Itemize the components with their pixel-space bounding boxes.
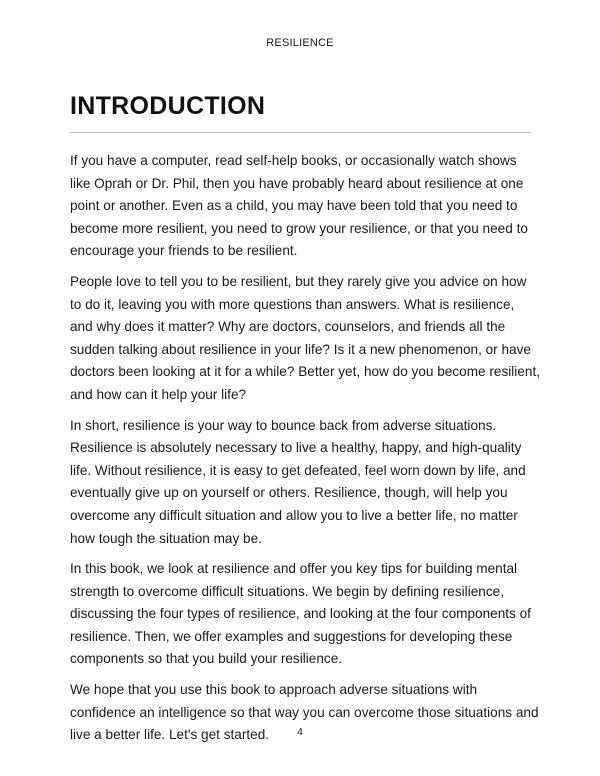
paragraph-1: If you have a computer, read self-help books, or occasionally watch shows like Oprah or Dr. Phil, then you have probably heard about resilience at one point or another. Even as a child, you may have been told that you need to become more resilient, you need to grow your resilience, or that you need to encourage your friends to be resilient. (70, 153, 528, 259)
title-divider (70, 132, 531, 133)
paragraph-2: People love to tell you to be resilient, but they rarely give you advice on how to do it, leaving you with more questions than answers. What is resilience, and why does it matter? Why are doctors, counselors, and friends all the sudden talking about resilience in your life? Is it a new phenomenon, or have doctors been looking at it for a while? Better yet, how do you become resilient, and how can it help your life? (70, 273, 540, 402)
running-header: RESILIENCE (266, 37, 334, 49)
paragraph-5: We hope that you use this book to approach adverse situations with confidence an intelligence so that way you can overcome those situations and live a better life. Let's get started. (70, 682, 539, 743)
page-number: 4 (297, 727, 303, 738)
chapter-title: INTRODUCTION (70, 92, 266, 120)
body-text (70, 150, 540, 755)
paragraph-4: In this book, we look at resilience and offer you key tips for building mental strength to overcome difficult situations. We begin by defining resilience, discussing the four types of resilience, and looking at the four components of resilience. Then, we offer examples and suggestions for developing these components so that you build your resilience. (70, 561, 531, 667)
paragraph-3: In short, resilience is your way to bounce back from adverse situations. Resilience is absolutely necessary to live a healthy, happy, and high-quality life. Without resilience, it is easy to get defeated, feel worn down by life, and eventually give up on yourself or others. Resilience, though, will help you overcome any difficult situation and allow you to live a better life, no matter how tough the situation may be. (70, 417, 526, 546)
